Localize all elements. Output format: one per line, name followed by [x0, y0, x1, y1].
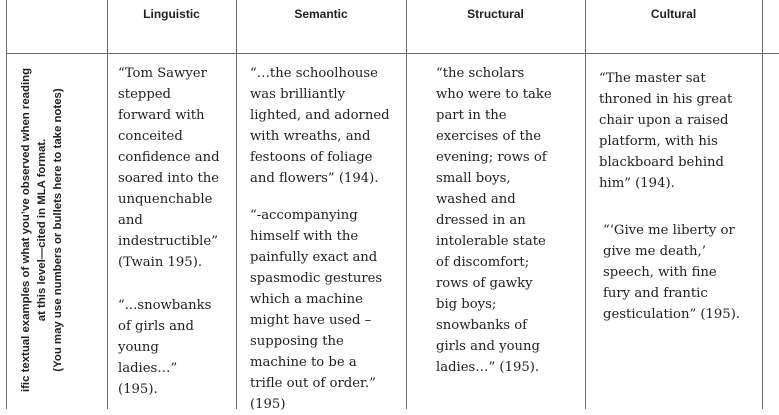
cultural-example-1: “The master sat throned in his great chair upon a raised platform, with his blackboard behind him” (194). [599, 71, 733, 191]
structural-example-1: “the scholars who were to take part in the exercises of the evening; rows of small boys, washed and dressed in an intolerable state of discomfort; rows of gawky big boys; snowbanks of girls and young ladies…” (195). [436, 66, 552, 375]
column-divider [107, 0, 108, 409]
row-label-line: (You may use numbers or bullets here to take notes) [52, 88, 64, 372]
column-divider [406, 0, 407, 409]
row-label-line: at this level—cited in MLA format. [36, 138, 48, 322]
header-row-divider [6, 53, 779, 54]
header-cultural: Cultural [650, 7, 697, 21]
header-semantic: Semantic [294, 7, 348, 21]
column-divider [236, 0, 237, 409]
header-linguistic: Linguistic [143, 7, 200, 21]
cultural-example-2: “‘Give me liberty or give me death,’ speech, with fine fury and frantic gesticulation” (195). [603, 223, 741, 322]
table-border-left [6, 0, 7, 409]
linguistic-example-1: “Tom Sawyer stepped forward with conceited confidence and soared into the unquenchable and indestructible” (Twain 195). [118, 66, 220, 270]
row-label-instructions [18, 55, 66, 405]
semantic-example-1: “…the schoolhouse was brilliantly lighted, and adorned with wreaths, and festoons of foliage and flowers” (194). [250, 66, 390, 186]
column-divider [762, 0, 763, 409]
row-label-line: ific textual examples of what you’ve observed when reading [20, 67, 32, 393]
column-divider [585, 0, 586, 409]
linguistic-example-2: “...snowbanks of girls and young ladies…” (195). [118, 298, 212, 397]
header-structural: Structural [467, 7, 524, 21]
semantic-example-2: “-accompanying himself with the painfully exact and spasmodic gestures which a machine might have used – supposing the machine to be a trifle out of order.” (195) [250, 208, 383, 412]
